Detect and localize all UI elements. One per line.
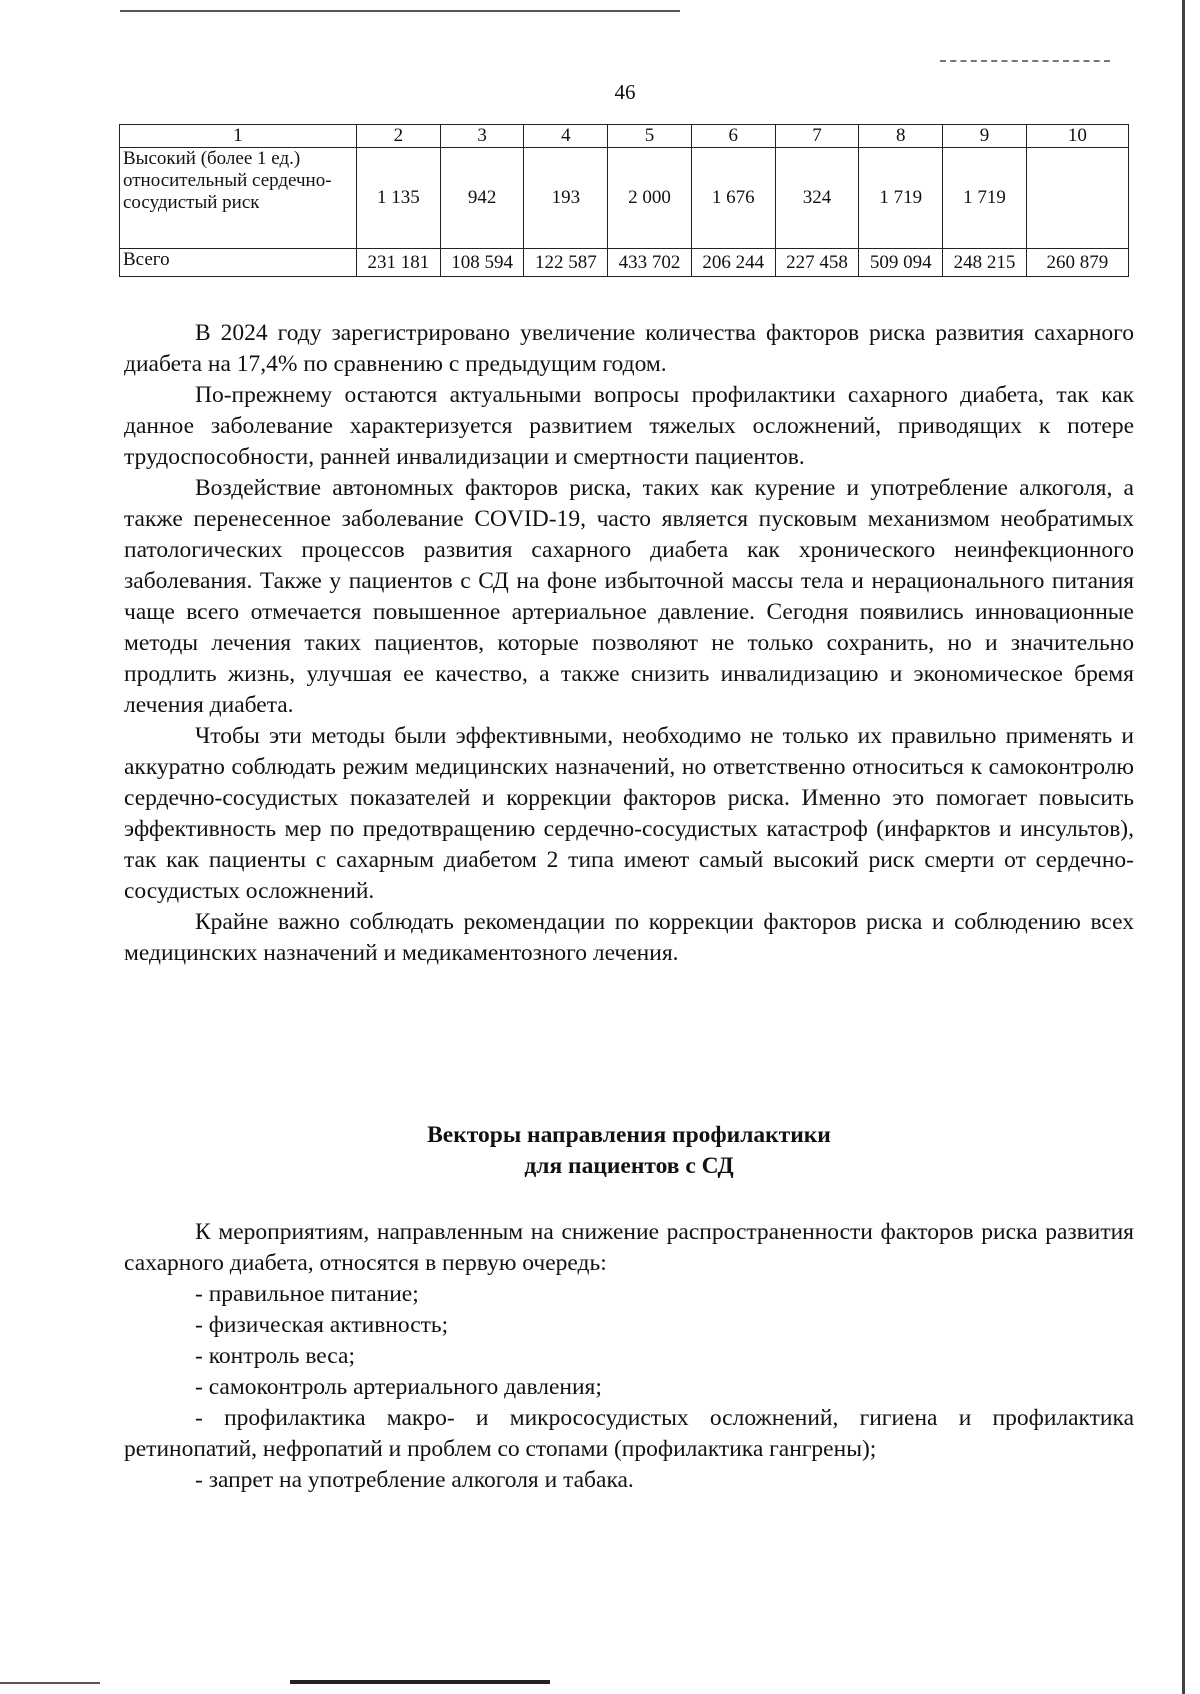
section-heading-line: для пациентов с СД [524, 1153, 734, 1179]
paragraph: Воздействие автономных факторов риска, таких как курение и употребление алкоголя, а также перенесенное заболевание COVID-19, часто является пусковым механизмом необратимых патологических процессов развития сахарного диабета как хронического неинфекционного заболевания. Также у пациентов с СД на фоне избыточной массы тела и нерационального питания чаще всего отмечается повышенное артериальное давление. Сегодня появились инновационные методы лечения таких пациентов, которые позволяют не только сохранить, но и значительно продлить жизнь, улучшая ее качество, а также снизить инвалидизацию и экономическое бремя лечения диабета. [124, 475, 1134, 718]
section-heading [124, 1120, 1134, 1182]
scan-artifact-top-dashes [940, 60, 1110, 62]
paragraph: Чтобы эти методы были эффективными, необходимо не только их правильно применять и аккуратно соблюдать режим медицинских назначений, но ответственно относиться к самоконтролю сердечно-сосудистых показателей и коррекции факторов риска. Именно это помогает повысить эффективность мер по предотвращению сердечно-сосудистых катастроф (инфарктов и инсультов), так как пациенты с сахарным диабетом 2 типа имеют самый высокий риск смерти от сердечно-сосудистых осложнений. [124, 723, 1134, 904]
table-header-cell: 8 [859, 125, 943, 148]
table-header-cell: 4 [524, 125, 608, 148]
table-cell: 1 719 [943, 148, 1026, 249]
list-item: - физическая активность; [195, 1312, 449, 1338]
paragraph: Крайне важно соблюдать рекомендации по коррекции факторов риска и соблюдению всех медицинских назначений и медикаментозного лечения. [124, 909, 1134, 966]
table-cell: 248 215 [943, 249, 1026, 277]
list-item: - профилактика макро- и микрососудистых осложнений, гигиена и профилактика ретинопатий, нефропатий и проблем со стопами (профилактика гангрены); [124, 1405, 1134, 1462]
table-cell: 1 676 [691, 148, 775, 249]
table-header-cell: 9 [943, 125, 1026, 148]
table-cell: 260 879 [1026, 249, 1128, 277]
paragraph: В 2024 году зарегистрировано увеличение количества факторов риска развития сахарного диабета на 17,4% по сравнению с предыдущим годом. [124, 320, 1134, 377]
risk-factors-table [119, 124, 1129, 277]
table-header-cell: 6 [691, 125, 775, 148]
table-cell: 433 702 [608, 249, 691, 277]
list-item: - самоконтроль артериального давления; [195, 1374, 602, 1400]
table-header-cell: 5 [608, 125, 691, 148]
table-cell: 122 587 [524, 249, 608, 277]
table-cell: 1 719 [859, 148, 943, 249]
table-cell: 2 000 [608, 148, 691, 249]
paragraph: По-прежнему остаются актуальными вопросы профилактики сахарного диабета, так как данное заболевание характеризуется развитием тяжелых осложнений, приводящих к потере трудоспособности, ранней инвалидизации и смертности пациентов. [124, 382, 1134, 470]
table-cell: 231 181 [356, 249, 440, 277]
scan-artifact-bottom-bar [290, 1680, 550, 1684]
table-header-cell: 2 [356, 125, 440, 148]
measures-list [124, 1279, 1134, 1496]
table-row-label: Всего [120, 249, 357, 277]
table-header-cell: 1 [120, 125, 357, 148]
table-row-label: Высокий (более 1 ед.) относительный сердечно-сосудистый риск [120, 148, 357, 249]
section-heading-line: Векторы направления профилактики [427, 1122, 831, 1148]
scan-artifact-right-edge [1182, 0, 1185, 1694]
section-intro: К мероприятиям, направленным на снижение распространенности факторов риска развития сахарного диабета, относятся в первую очередь: [124, 1219, 1134, 1276]
scan-artifact-bottom-line [0, 1682, 100, 1684]
table-header-row [120, 125, 1129, 148]
table-cell [1026, 148, 1128, 249]
table-cell: 108 594 [440, 249, 523, 277]
prevention-measures [124, 1217, 1134, 1496]
scan-artifact-top-line [120, 10, 680, 12]
list-item: - правильное питание; [195, 1281, 419, 1307]
table-header-cell: 10 [1026, 125, 1128, 148]
table-row [120, 249, 1129, 277]
page-number: 46 [614, 80, 636, 104]
table-cell: 206 244 [691, 249, 775, 277]
table-cell: 227 458 [775, 249, 858, 277]
table-header-cell: 7 [775, 125, 858, 148]
table-cell: 324 [775, 148, 858, 249]
table-header-cell: 3 [440, 125, 523, 148]
body-text [124, 318, 1134, 969]
table-row [120, 148, 1129, 249]
table-cell: 193 [524, 148, 608, 249]
list-item: - контроль веса; [195, 1343, 355, 1369]
table-cell: 1 135 [356, 148, 440, 249]
table-cell: 942 [440, 148, 523, 249]
table-cell: 509 094 [859, 249, 943, 277]
list-item: - запрет на употребление алкоголя и табака. [195, 1467, 634, 1493]
